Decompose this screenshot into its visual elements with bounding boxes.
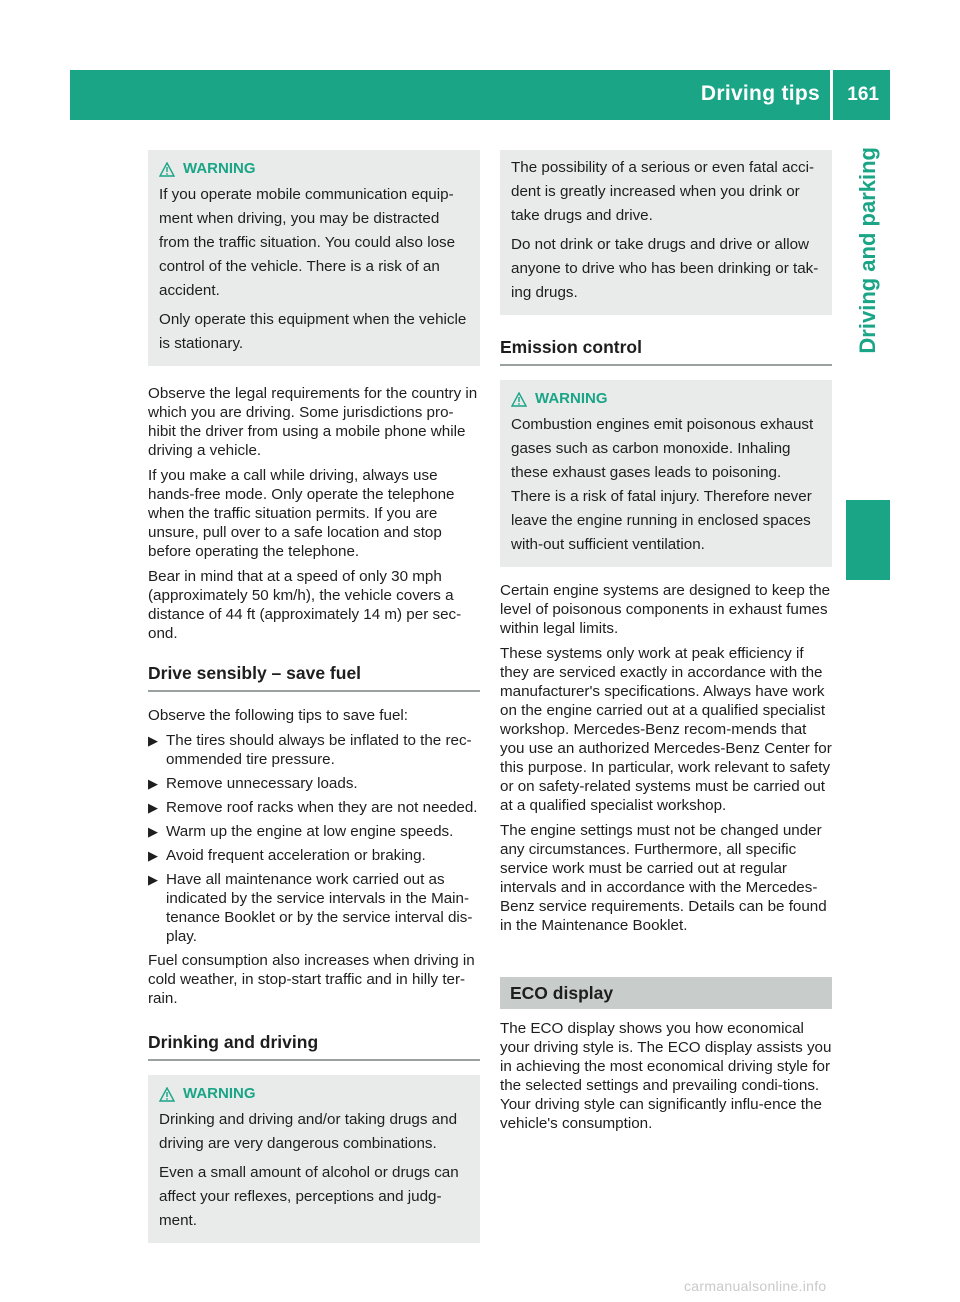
warning-triangle-icon: [159, 1087, 175, 1102]
warning-box-mobile: [148, 150, 480, 366]
warning-box-drinking: [148, 1075, 480, 1243]
side-tab-label: Driving and parking: [855, 147, 880, 354]
section-heading-emission: Emission control: [500, 337, 832, 366]
warning-text: Combustion engines emit poisonous exhaust gases such as carbon monoxide. Inhaling these exhaust gases leads to poisoning. There is a risk of fatal injury. Therefore never leave the engine running in enclosed spaces with-out sufficient ventilation.: [511, 416, 814, 553]
header-divider: [830, 70, 833, 120]
watermark: carmanualsonline.info: [684, 1278, 827, 1294]
paragraph: The ECO display shows you how economical your driving style is. The ECO display assists you in achieving the most economical driving style for the selected settings and prevailing condi-tions. Your driving style can significantly influ-ence the vehicle's consumption.: [500, 1020, 832, 1132]
warning-heading: WARNING: [159, 1084, 470, 1104]
paragraph: Certain engine systems are designed to keep the level of poisonous components in exhaust fumes within legal limits.: [500, 582, 831, 637]
paragraph: If you make a call while driving, always use hands-free mode. Only operate the telephone when the traffic situation permits. If you are unsure, pull over to a safe location and stop before operating the telephone.: [148, 467, 455, 560]
fuel-outro: Fuel consumption also increases when driving in cold weather, in stop-start traffic and in hilly ter-rain.: [148, 952, 475, 1007]
list-item: ▶ Remove unnecessary loads.: [148, 775, 358, 792]
phone-usage-text: [148, 384, 480, 643]
warning-box-drinking-continued: [500, 150, 832, 315]
page-number: 161: [847, 84, 879, 105]
warning-triangle-icon: [159, 162, 175, 177]
right-column: [500, 150, 832, 1139]
section-heading-eco: ECO display: [500, 977, 832, 1009]
warning-heading: WARNING: [159, 159, 470, 179]
warning-text: Do not drink or take drugs and drive or allow anyone to drive who has been drinking or tak-ing drugs.: [511, 236, 819, 301]
warning-text: The possibility of a serious or even fatal acci-dent is greatly increased when you drink or take drugs and drive.: [511, 159, 815, 224]
paragraph: Bear in mind that at a speed of only 30 mph (approximately 50 km/h), the vehicle covers a distance of 44 ft (approximately 14 m) per sec-ond.: [148, 568, 462, 642]
warning-text: Only operate this equipment when the vehicle is stationary.: [159, 311, 467, 352]
list-item: ▶ Warm up the engine at low engine speeds.: [148, 823, 454, 840]
header-bar: [70, 70, 890, 120]
warning-box-emission: [500, 380, 832, 567]
arrow-bullet-icon: ▶: [148, 800, 158, 815]
warning-text: Drinking and driving and/or taking drugs and driving are very dangerous combinations.: [159, 1111, 458, 1152]
warning-text: Even a small amount of alcohol or drugs can affect your reflexes, perceptions and judg-ment.: [159, 1164, 459, 1229]
list-item: ▶ Have all maintenance work carried out as indicated by the service intervals in the Main-tenance Booklet or by the service interval dis-play.: [148, 871, 473, 945]
arrow-bullet-icon: ▶: [148, 733, 158, 748]
side-tab-marker: [846, 500, 890, 580]
paragraph: Observe the legal requirements for the country in which you are driving. Some jurisdictions pro-hibit the driver from using a mobile phone while driving a vehicle.: [148, 385, 478, 459]
save-fuel-intro: Observe the following tips to save fuel:: [148, 707, 409, 724]
section-heading-drinking: Drinking and driving: [148, 1032, 480, 1061]
chapter-title: Driving tips: [700, 82, 820, 105]
paragraph: The engine settings must not be changed under any circumstances. Furthermore, all specific service work must be carried out at regular intervals and in accordance with the Mercedes-Benz service requirements. Details can be found in the Maintenance Booklet.: [500, 822, 827, 934]
arrow-bullet-icon: ▶: [148, 872, 158, 887]
warning-triangle-icon: [511, 392, 527, 407]
arrow-bullet-icon: ▶: [148, 824, 158, 839]
emission-text: [500, 581, 832, 935]
list-item: ▶ Remove roof racks when they are not needed.: [148, 799, 478, 816]
paragraph: These systems only work at peak efficiency if they are serviced exactly in accordance with the manufacturer's specifications. Always have work on the engine carried out at a qualified specialist workshop. Mercedes-Benz recom-mends that you use an authorized Mercedes-Benz Center for this purpose. In particular, work relevant to safety or on safety-related systems must be carried out at a qualified specialist workshop.: [500, 645, 832, 814]
list-item: ▶ The tires should always be inflated to the rec-ommended tire pressure.: [148, 732, 472, 768]
eco-text: [500, 1019, 832, 1133]
section-heading-save-fuel: Drive sensibly – save fuel: [148, 663, 480, 692]
list-item: ▶ Avoid frequent acceleration or braking.: [148, 847, 426, 864]
left-column: [148, 150, 480, 1243]
side-tab: [846, 147, 890, 477]
fuel-tips-list: [148, 731, 480, 946]
arrow-bullet-icon: ▶: [148, 776, 158, 791]
arrow-bullet-icon: ▶: [148, 848, 158, 863]
warning-heading: WARNING: [511, 389, 822, 409]
warning-text: If you operate mobile communication equip-ment when driving, you may be distracted from the traffic situation. You could also lose control of the vehicle. There is a risk of an accident.: [159, 186, 456, 299]
